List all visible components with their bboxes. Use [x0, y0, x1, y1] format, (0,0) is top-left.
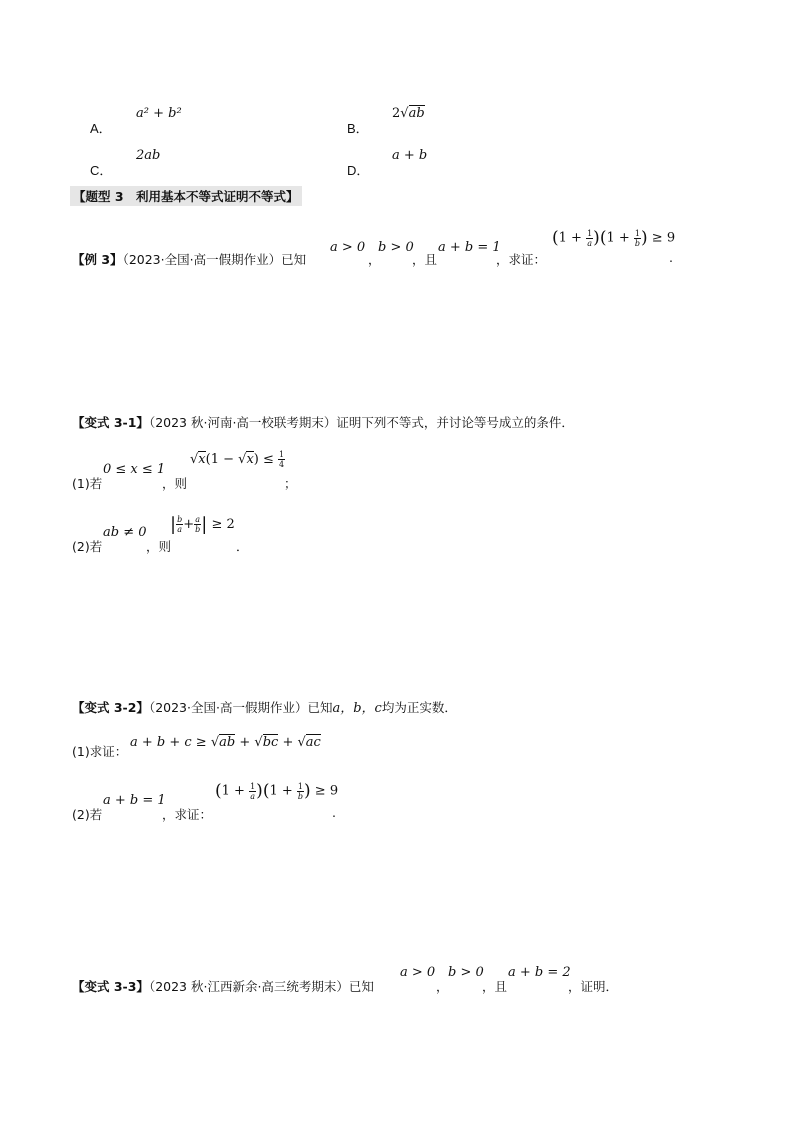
- p1-expr-a: (1 −: [205, 452, 235, 467]
- variant33-source: （2023 秋·江西新余·高三统考期末）已知: [148, 979, 374, 994]
- variant33-cond2: b > 0: [448, 965, 484, 980]
- variant32-p1-prefix: (1)求证：: [72, 744, 128, 759]
- v32-one-a: 1 +: [221, 783, 245, 799]
- variant33-tag: 【变式 3-3】: [72, 979, 149, 994]
- section-heading: 【题型 3 利用基本不等式证明不等式】: [70, 186, 302, 206]
- option-b-coef: 2: [392, 106, 401, 121]
- option-b-label: B．: [347, 121, 369, 136]
- variant31-p2-then: ，则: [146, 539, 172, 554]
- variant31-p2-prefix: (2)若: [72, 539, 103, 554]
- claim-geq: ≥ 9: [651, 230, 676, 246]
- variant33-sep2: ，且: [482, 979, 508, 994]
- variant32-p2-end: .: [332, 805, 336, 820]
- option-b-expr: 2√ab: [392, 106, 425, 121]
- variant33-sep1: ，: [436, 979, 449, 994]
- example3-cond1: a > 0: [330, 240, 366, 255]
- frac-a-b: $\frac{a}{b}$: [195, 515, 201, 534]
- example3-line: [72, 250, 306, 268]
- variant31-p2-expr: | $\frac{b}{a}$ + $\frac{a}{b}$ | ≥ 2: [170, 514, 235, 535]
- variant31-p2-cond: ab ≠ 0: [103, 525, 147, 540]
- option-a-label: A．: [90, 121, 112, 136]
- claim-one-a: 1 +: [558, 230, 582, 246]
- example3-end: .: [669, 250, 673, 265]
- frac-b-a: $\frac{b}{a}$: [177, 515, 183, 534]
- variant32-p1-expr: a + b + c ≥ √ab + √bc + √ac: [130, 735, 321, 750]
- variant32-tail: 均为正实数．: [381, 700, 457, 715]
- p1-lhs: a + b + c ≥: [130, 735, 207, 750]
- variant32-tag: 【变式 3-2】: [72, 700, 149, 715]
- example3-sep2: ，且: [412, 252, 438, 267]
- option-d-label: D．: [347, 163, 370, 178]
- v32-geq: ≥ 9: [314, 783, 339, 799]
- variant32-source: （2023·全国·高一假期作业）已知: [148, 700, 333, 715]
- variant32-p2-mid: ，求证：: [162, 807, 213, 822]
- frac-1-4: $\frac{1}{4}$: [279, 450, 285, 469]
- claim-one-b: 1 +: [606, 230, 630, 246]
- variant31-p1-cond: 0 ≤ x ≤ 1: [103, 462, 166, 477]
- variant33-cond3: a + b = 2: [508, 965, 571, 980]
- example3-cond3: a + b = 1: [438, 240, 501, 255]
- option-c-label: C．: [90, 163, 113, 178]
- variant31-p1-prefix: (1)若: [72, 476, 103, 491]
- variant33-tail: ，证明．: [568, 979, 619, 994]
- example3-sep3: ，求证：: [496, 252, 547, 267]
- v32-frac-1-b: $\frac{1}{b}$: [297, 781, 304, 801]
- variant33-cond1: a > 0: [400, 965, 436, 980]
- variant31-line: [72, 413, 574, 431]
- frac-1-b: $\frac{1}{b}$: [634, 228, 641, 248]
- variant31-p1-expr: √x(1 − √x) ≤ $\frac{1}{4}$: [190, 450, 285, 469]
- option-d-expr: a + b: [392, 148, 428, 163]
- example3-source: （2023·全国·高一假期作业）已知: [122, 252, 307, 267]
- option-b-radicand: ab: [408, 106, 425, 121]
- option-c-expr: 2ab: [136, 148, 161, 163]
- example3-tag: 【例 3】: [72, 252, 123, 267]
- v32-frac-1-a: $\frac{1}{a}$: [250, 781, 256, 801]
- option-a-expr: a² + b²: [136, 106, 182, 121]
- variant32-vars: a，b，c: [332, 701, 382, 716]
- v32-one-b: 1 +: [269, 783, 293, 799]
- variant32-p2-claim: (1 + $\frac{1}{a}$ )(1 + $\frac{1}{b}$ ) ≥ 9: [215, 781, 339, 801]
- p2-geq: ≥ 2: [211, 517, 235, 532]
- variant31-tag: 【变式 3-1】: [72, 415, 149, 430]
- variant31-source: （2023 秋·河南·高一校联考期末）证明下列不等式，并讨论等号成立的条件．: [148, 415, 574, 430]
- variant31-p2-end: ．: [236, 539, 249, 554]
- p1-expr-b: ) ≤: [253, 452, 274, 467]
- example3-sep1: ，: [368, 252, 381, 267]
- frac-1-a: $\frac{1}{a}$: [587, 228, 593, 248]
- variant31-p1-then: ，则: [162, 476, 188, 491]
- variant32-p2-prefix: (2)若: [72, 807, 103, 822]
- example3-claim: (1 + $\frac{1}{a}$ )(1 + $\frac{1}{b}$ ) ≥ 9: [552, 228, 676, 248]
- variant31-p1-end: ；: [284, 476, 297, 491]
- variant33-line: [72, 977, 374, 995]
- variant32-line: [72, 697, 457, 716]
- variant32-p2-cond: a + b = 1: [103, 793, 166, 808]
- example3-cond2: b > 0: [378, 240, 414, 255]
